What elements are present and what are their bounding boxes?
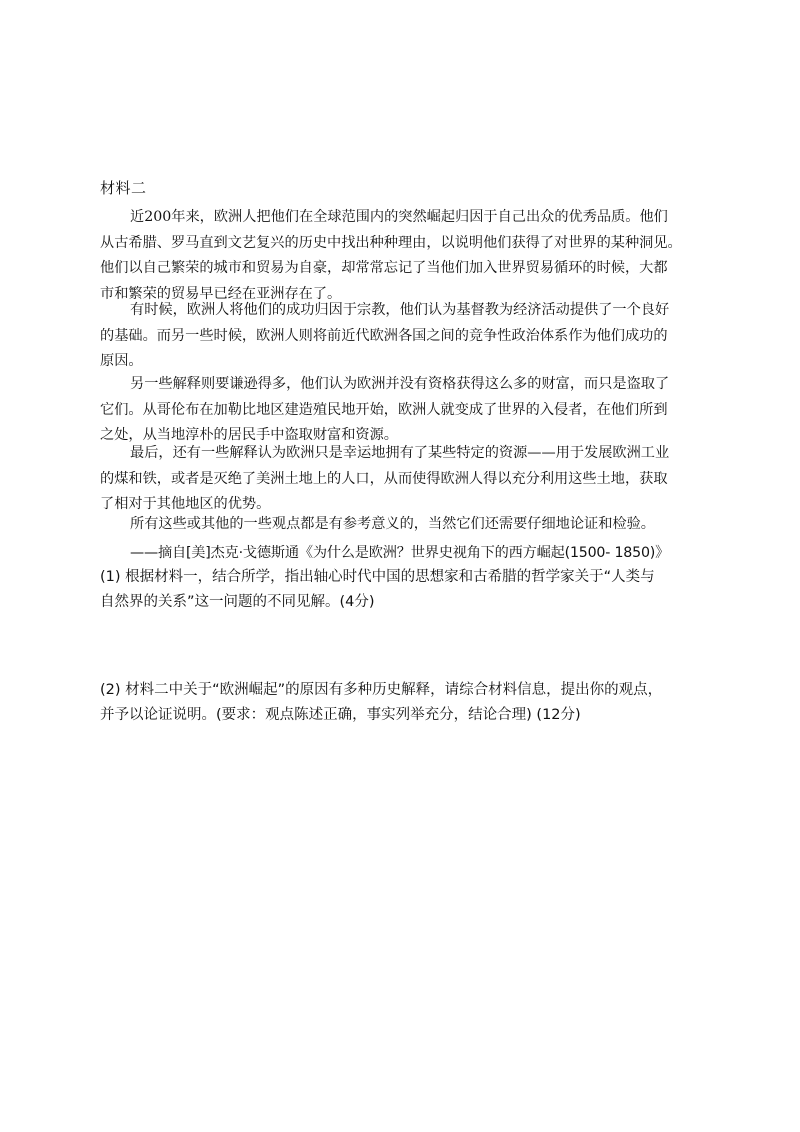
material-paragraph-4 — [100, 441, 725, 518]
paragraph-line: 的煤和铁，或者是灭绝了美洲土地上的人口，从而使得欧洲人得以充分利用这些土地，获取 — [100, 470, 668, 487]
material-paragraph-1 — [100, 205, 725, 307]
question-line: (2) 材料二中关于“欧洲崛起”的原因有多种历史解释，请综合材料信息，提出你的观点， — [100, 682, 663, 698]
question-1 — [100, 565, 740, 615]
question-line: 并予以论证说明。(要求：观点陈述正确，事实列举充分，结论合理) (12分) — [100, 707, 581, 723]
paragraph-line: 市和繁荣的贸易早已经在亚洲存在了。 — [100, 285, 342, 302]
paragraph-line: 了相对于其他地区的优势。 — [100, 496, 271, 512]
question-line: 自然界的关系”这一问题的不同见解。(4分) — [100, 594, 375, 610]
paragraph-line: 最后，还有一些解释认为欧洲只是幸运地拥有了某些特定的资源——用于发展欧洲工业 — [130, 445, 670, 461]
paragraph-line: 它们。从哥伦布在加勒比地区建造殖民地开始，欧洲人就变成了世界的入侵者，在他们所到 — [100, 401, 668, 418]
paragraph-line: 所有这些或其他的一些观点都是有参考意义的，当然它们还需要仔细地论证和检验。 — [130, 516, 655, 532]
material-paragraph-2 — [100, 298, 725, 375]
question-line: (1) 根据材料一，结合所学，指出轴心时代中国的思想家和古希腊的哲学家关于“人类与 — [100, 569, 655, 585]
question-2 — [100, 678, 740, 728]
source-citation: ——摘自[美]杰克·戈德斯通《为什么是欧洲？世界史视角下的西方崛起(1500- 1850)》 — [130, 545, 670, 561]
paragraph-line: 有时候，欧洲人将他们的成功归因于宗教，他们认为基督教为经济活动提供了一个良好 — [130, 302, 670, 318]
paragraph-line: 原因。 — [100, 353, 143, 369]
paragraph-line: 之处，从当地淳朴的居民手中盗取财富和资源。 — [100, 427, 398, 443]
paragraph-line: 从古希腊、罗马直到文艺复兴的历史中找出种种理由，以说明他们获得了对世界的某种洞见。 — [100, 234, 682, 251]
paragraph-line: 近200年来，欧洲人把他们在全球范围内的突然崛起归因于自己出众的优秀品质。他们 — [130, 209, 668, 225]
paragraph-line: 的基础。而另一些时候，欧洲人则将前近代欧洲各国之间的竞争性政治体系作为他们成功的 — [100, 327, 668, 344]
material-paragraph-3 — [100, 372, 725, 449]
material-paragraph-5 — [100, 512, 725, 538]
paragraph-line: 他们以自己繁荣的城市和贸易为自豪，却常常忘记了当他们加入世界贸易循环的时候，大都 — [100, 260, 668, 276]
paragraph-line: 另一些解释则要谦逊得多，他们认为欧洲并没有资格获得这么多的财富，而只是盗取了 — [130, 376, 670, 392]
material-heading: 材料二 — [100, 179, 147, 197]
